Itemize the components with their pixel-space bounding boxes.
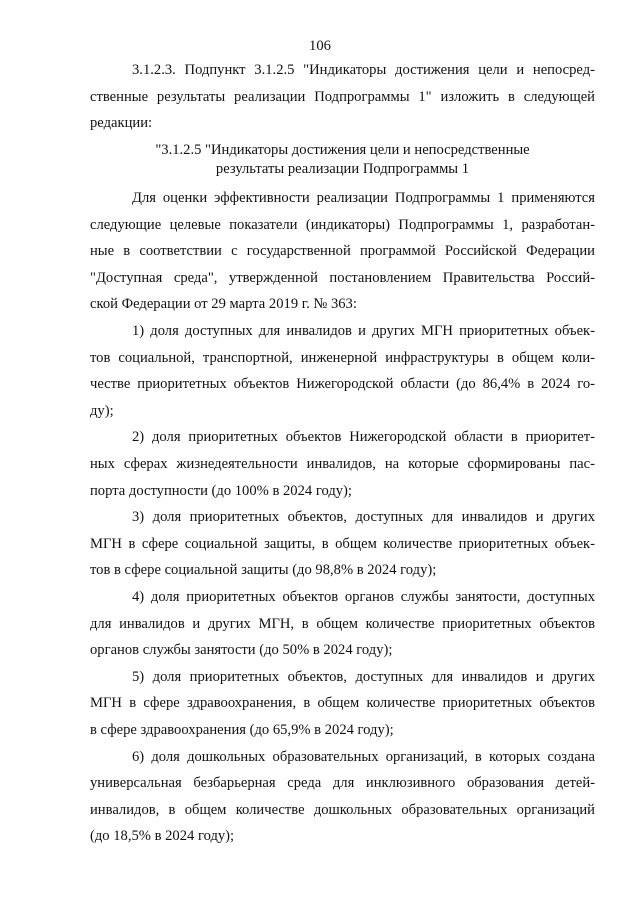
text-line: 3.1.2.3. Подпункт 3.1.2.5 "Индикаторы достижения цели и непосред- [132, 62, 595, 78]
text-line: ных сферах жизнедеятельности инвалидов, на которые сформированы пас- [90, 455, 595, 472]
text-line: тов социальной, транспортной, инженерной инфраструктуры в общем коли- [90, 349, 595, 366]
text-line: универсальная безбарьерная среда для инклюзивного образования детей- [90, 775, 595, 792]
text-line: 3) доля приоритетных объектов, доступных для инвалидов и других [132, 509, 595, 526]
heading-line: результаты реализации Подпрограммы 1 [215, 161, 470, 177]
text-line: ственные результаты реализации Подпрограммы 1" изложить в следующей [90, 88, 595, 105]
text-line: честве приоритетных объектов Нижегородской области (до 86,4% в 2024 го- [90, 376, 595, 393]
text-line: тов в сфере социальной защиты (до 98,8% в 2024 году); [90, 562, 437, 579]
text-line: инвалидов, в общем количестве дошкольных образовательных организаций [90, 801, 595, 818]
text-line: следующие целевые показатели (индикаторы) Подпрограммы 1, разработан- [90, 216, 595, 233]
section-heading [90, 141, 595, 179]
text-line: "Доступная среда", утвержденной постановлением Правительства Россий- [90, 269, 595, 286]
text-line: ской Федерации от 29 марта 2019 г. № 363: [90, 296, 357, 313]
text-line: для инвалидов и других МГН, в общем количестве приоритетных объектов [90, 615, 595, 632]
list-item [90, 664, 595, 744]
list-item [90, 318, 595, 424]
indicator-list [90, 318, 595, 850]
text-line: МГН в сфере социальной защиты, в общем количестве приоритетных объек- [90, 535, 595, 552]
text-line: ду); [90, 402, 114, 419]
intro-paragraph [90, 57, 595, 137]
text-line: редакции: [90, 115, 153, 132]
text-line: 4) доля приоритетных объектов органов службы занятости, доступных [132, 588, 595, 605]
list-item [90, 424, 595, 504]
heading-line: "3.1.2.5 "Индикаторы достижения цели и непосредственные [155, 142, 530, 158]
list-item [90, 504, 595, 584]
text-line: 6) доля дошкольных образовательных организаций, в которых создана [132, 748, 595, 765]
text-line: 5) доля приоритетных объектов, доступных для инвалидов и других [132, 668, 595, 685]
text-line: 1) доля доступных для инвалидов и других МГН приоритетных объек- [132, 323, 595, 339]
text-line: МГН в сфере здравоохранения, в общем количестве приоритетных объектов [90, 695, 595, 712]
text-line: 2) доля приоритетных объектов Нижегородской области в приоритет- [132, 429, 595, 446]
lead-paragraph [90, 185, 595, 318]
list-item [90, 584, 595, 664]
text-line: порта доступности (до 100% в 2024 году); [90, 482, 352, 499]
text-line: (до 18,5% в 2024 году); [90, 828, 235, 845]
text-line: ные в соответствии с государственной программой Российской Федерации [90, 243, 595, 260]
list-item [90, 744, 595, 850]
page-number: 106 [309, 38, 331, 54]
text-line: Для оценки эффективности реализации Подпрограммы 1 применяются [132, 190, 595, 206]
text-line: в сфере здравоохранения (до 65,9% в 2024 году); [90, 721, 394, 738]
text-line: органов службы занятости (до 50% в 2024 году); [90, 642, 393, 659]
